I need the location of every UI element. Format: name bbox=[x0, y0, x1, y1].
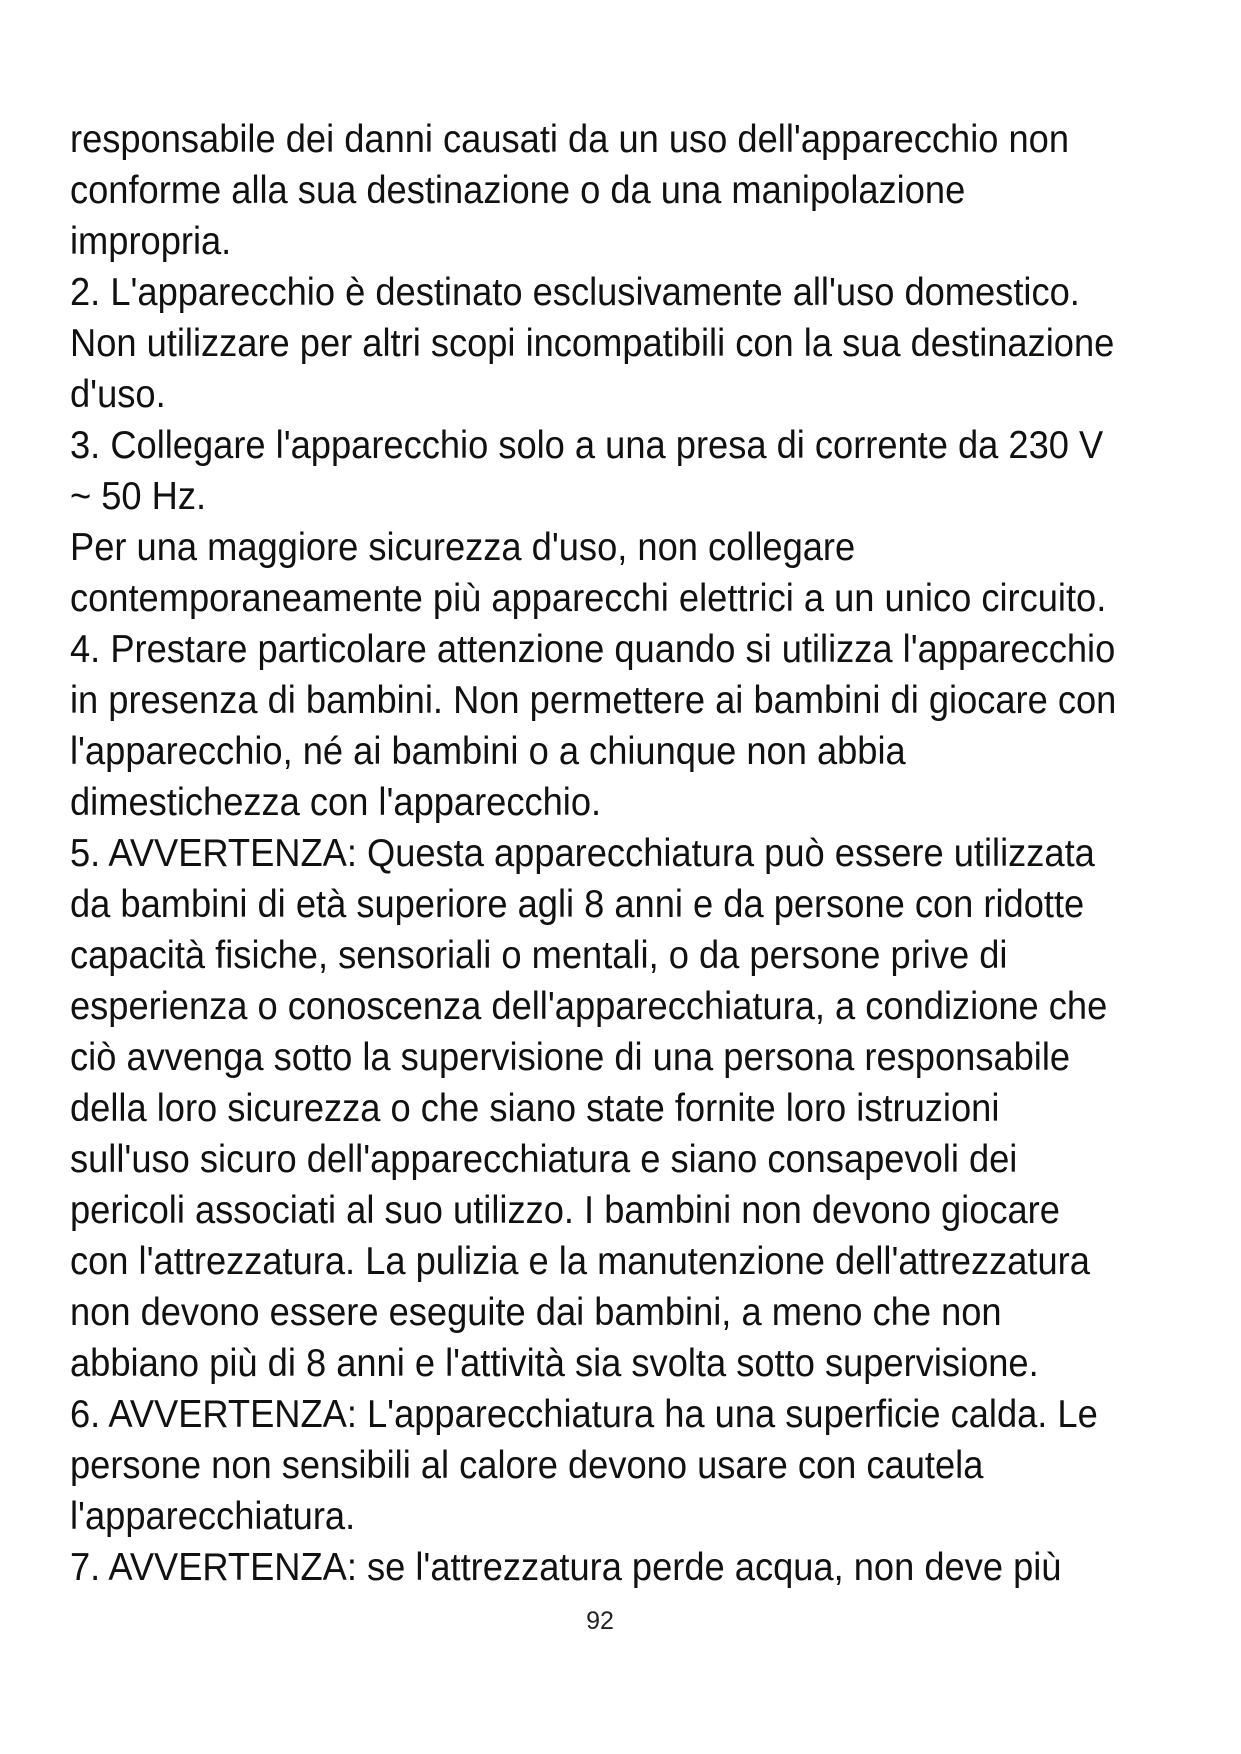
text-line: 6. AVVERTENZA: L'apparecchiatura ha una superficie calda. Le bbox=[70, 1393, 1098, 1436]
text-line: dimestichezza con l'apparecchio. bbox=[70, 781, 602, 824]
text-line: Per una maggiore sicurezza d'uso, non collegare bbox=[70, 526, 856, 569]
text-line: abbiano più di 8 anni e l'attività sia svolta sotto supervisione. bbox=[70, 1342, 1039, 1385]
text-line: con l'attrezzatura. La pulizia e la manutenzione dell'attrezzatura bbox=[70, 1240, 1090, 1283]
text-line: Non utilizzare per altri scopi incompatibili con la sua destinazione bbox=[70, 322, 1115, 365]
text-line: 5. AVVERTENZA: Questa apparecchiatura può essere utilizzata bbox=[70, 832, 1095, 875]
text-line: l'apparecchio, né ai bambini o a chiunque non abbia bbox=[70, 730, 906, 773]
text-line: da bambini di età superiore agli 8 anni e da persone con ridotte bbox=[70, 883, 1085, 926]
text-line: della loro sicurezza o che siano state fornite loro istruzioni bbox=[70, 1087, 1000, 1130]
text-line: l'apparecchiatura. bbox=[70, 1495, 356, 1538]
text-line: ciò avvenga sotto la supervisione di una persona responsabile bbox=[70, 1036, 1071, 1079]
text-line: pericoli associati al suo utilizzo. I bambini non devono giocare bbox=[70, 1189, 1060, 1232]
text-line: 2. L'apparecchio è destinato esclusivamente all'uso domestico. bbox=[70, 271, 1080, 314]
text-line: impropria. bbox=[70, 220, 232, 263]
body-text bbox=[70, 114, 1121, 1593]
text-line: persone non sensibili al calore devono usare con cautela bbox=[70, 1444, 984, 1487]
text-line: 7. AVVERTENZA: se l'attrezzatura perde acqua, non deve più bbox=[70, 1546, 1062, 1589]
text-line: 4. Prestare particolare attenzione quando si utilizza l'apparecchio bbox=[70, 628, 1116, 671]
text-line: responsabile dei danni causati da un uso dell'apparecchio non bbox=[70, 118, 1070, 161]
text-line: 3. Collegare l'apparecchio solo a una presa di corrente da 230 V bbox=[70, 424, 1104, 467]
text-line: d'uso. bbox=[70, 373, 166, 416]
text-line: contemporaneamente più apparecchi elettrici a un unico circuito. bbox=[70, 577, 1107, 620]
text-line: non devono essere eseguite dai bambini, a meno che non bbox=[70, 1291, 1002, 1334]
text-line: conforme alla sua destinazione o da una manipolazione bbox=[70, 169, 966, 212]
text-line: capacità fisiche, sensoriali o mentali, o da persone prive di bbox=[70, 934, 1008, 977]
text-line: esperienza o conoscenza dell'apparecchiatura, a condizione che bbox=[70, 985, 1108, 1028]
text-line: in presenza di bambini. Non permettere ai bambini di giocare con bbox=[70, 679, 1117, 722]
text-line: sull'uso sicuro dell'apparecchiatura e siano consapevoli dei bbox=[70, 1138, 1018, 1181]
text-line: ~ 50 Hz. bbox=[70, 475, 207, 518]
page-number: 92 bbox=[586, 1607, 614, 1635]
